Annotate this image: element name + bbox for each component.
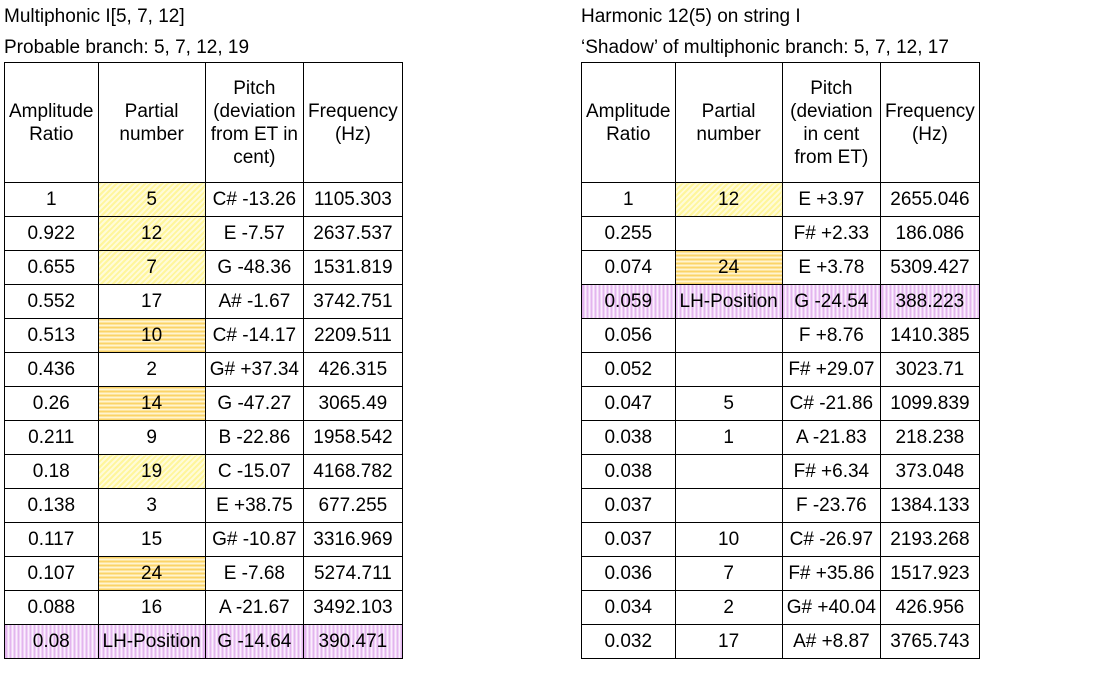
pitch-cell: A -21.83	[782, 421, 880, 455]
table-row	[5, 217, 403, 251]
frequency-cell: 373.048	[881, 455, 980, 489]
frequency-cell: 3742.751	[304, 285, 403, 319]
amplitude-cell: 0.26	[5, 387, 99, 421]
table-row	[5, 489, 403, 523]
frequency-cell: 3492.103	[304, 591, 403, 625]
frequency-cell: 1105.303	[304, 183, 403, 217]
pitch-cell: F +8.76	[782, 319, 880, 353]
amplitude-cell: 0.047	[582, 387, 676, 421]
frequency-cell: 2655.046	[881, 183, 980, 217]
table-row	[582, 557, 980, 591]
frequency-cell: 1099.839	[881, 387, 980, 421]
table-row	[5, 353, 403, 387]
table-row	[582, 387, 980, 421]
header-pitch: Pitch (deviation in cent from ET)	[782, 63, 880, 183]
amplitude-cell: 0.436	[5, 353, 99, 387]
frequency-cell: 186.086	[881, 217, 980, 251]
pitch-cell: C -15.07	[205, 455, 303, 489]
table-row	[582, 251, 980, 285]
table-row	[5, 557, 403, 591]
table-row	[582, 319, 980, 353]
table-row	[5, 523, 403, 557]
amplitude-cell: 0.034	[582, 591, 676, 625]
amplitude-cell: 0.138	[5, 489, 99, 523]
table-row	[582, 217, 980, 251]
partial-number-cell	[675, 319, 782, 353]
amplitude-cell: 0.038	[582, 455, 676, 489]
table-row	[582, 591, 980, 625]
pitch-cell: E -7.57	[205, 217, 303, 251]
amplitude-cell: 0.052	[582, 353, 676, 387]
partial-number-cell: 16	[98, 591, 205, 625]
frequency-cell: 390.471	[304, 625, 403, 659]
table-row	[5, 319, 403, 353]
amplitude-cell: 1	[582, 183, 676, 217]
partial-number-cell: 17	[675, 625, 782, 659]
pitch-cell: E +3.97	[782, 183, 880, 217]
pitch-cell: F -23.76	[782, 489, 880, 523]
header-partial-number: Partial number	[98, 63, 205, 183]
table-row	[582, 489, 980, 523]
frequency-cell: 1531.819	[304, 251, 403, 285]
harmonic-title: Harmonic 12(5) on string I	[581, 6, 801, 27]
multiphonic-table-body	[5, 183, 403, 659]
harmonic-panel	[581, 0, 975, 652]
amplitude-cell: 0.922	[5, 217, 99, 251]
pitch-cell: G# +40.04	[782, 591, 880, 625]
table-row	[582, 183, 980, 217]
amplitude-cell: 0.117	[5, 523, 99, 557]
amplitude-cell: 0.037	[582, 489, 676, 523]
amplitude-cell: 0.18	[5, 455, 99, 489]
table-row	[582, 285, 980, 319]
partial-number-cell	[675, 455, 782, 489]
table-row	[5, 455, 403, 489]
frequency-cell: 1958.542	[304, 421, 403, 455]
pitch-cell: A# +8.87	[782, 625, 880, 659]
table-header-row	[582, 63, 980, 183]
table-row	[5, 183, 403, 217]
pitch-cell: F# +2.33	[782, 217, 880, 251]
partial-number-cell: 15	[98, 523, 205, 557]
partial-number-cell: 7	[675, 557, 782, 591]
partial-number-cell: 5	[98, 183, 205, 217]
frequency-cell: 1384.133	[881, 489, 980, 523]
pitch-cell: F# +6.34	[782, 455, 880, 489]
frequency-cell: 426.956	[881, 591, 980, 625]
header-partial-number: Partial number	[675, 63, 782, 183]
pitch-cell: G# -10.87	[205, 523, 303, 557]
header-amplitude-ratio: Amplitude Ratio	[582, 63, 676, 183]
pitch-cell: G -24.54	[782, 285, 880, 319]
frequency-cell: 5309.427	[881, 251, 980, 285]
partial-number-cell: 10	[98, 319, 205, 353]
pitch-cell: C# -14.17	[205, 319, 303, 353]
partial-number-cell: LH-Position	[675, 285, 782, 319]
pitch-cell: C# -26.97	[782, 523, 880, 557]
partial-number-cell: 12	[98, 217, 205, 251]
frequency-cell: 1517.923	[881, 557, 980, 591]
frequency-cell: 426.315	[304, 353, 403, 387]
pitch-cell: E +38.75	[205, 489, 303, 523]
partial-number-cell: LH-Position	[98, 625, 205, 659]
partial-number-cell	[675, 353, 782, 387]
header-pitch: Pitch (deviation from ET in cent)	[205, 63, 303, 183]
pitch-cell: E +3.78	[782, 251, 880, 285]
partial-number-cell: 7	[98, 251, 205, 285]
pitch-cell: F# +35.86	[782, 557, 880, 591]
partial-number-cell: 10	[675, 523, 782, 557]
frequency-cell: 4168.782	[304, 455, 403, 489]
table-row	[5, 251, 403, 285]
frequency-cell: 2193.268	[881, 523, 980, 557]
table-row	[582, 455, 980, 489]
amplitude-cell: 0.038	[582, 421, 676, 455]
partial-number-cell	[675, 217, 782, 251]
amplitude-cell: 0.036	[582, 557, 676, 591]
amplitude-cell: 0.074	[582, 251, 676, 285]
table-row	[582, 421, 980, 455]
table-row	[5, 421, 403, 455]
partial-number-cell: 24	[675, 251, 782, 285]
pitch-cell: G -48.36	[205, 251, 303, 285]
pitch-cell: A -21.67	[205, 591, 303, 625]
partial-number-cell: 2	[675, 591, 782, 625]
pitch-cell: B -22.86	[205, 421, 303, 455]
harmonic-table	[581, 62, 980, 659]
partial-number-cell: 24	[98, 557, 205, 591]
frequency-cell: 3023.71	[881, 353, 980, 387]
amplitude-cell: 0.056	[582, 319, 676, 353]
frequency-cell: 2209.511	[304, 319, 403, 353]
table-row	[582, 523, 980, 557]
amplitude-cell: 1	[5, 183, 99, 217]
partial-number-cell: 14	[98, 387, 205, 421]
multiphonic-title: Multiphonic I[5, 7, 12]	[4, 6, 185, 27]
frequency-cell: 677.255	[304, 489, 403, 523]
amplitude-cell: 0.211	[5, 421, 99, 455]
table-row	[582, 353, 980, 387]
header-amplitude-ratio: Amplitude Ratio	[5, 63, 99, 183]
pitch-cell: F# +29.07	[782, 353, 880, 387]
pitch-cell: A# -1.67	[205, 285, 303, 319]
amplitude-cell: 0.255	[582, 217, 676, 251]
amplitude-cell: 0.08	[5, 625, 99, 659]
harmonic-subtitle: ‘Shadow’ of multiphonic branch: 5, 7, 12, 17	[581, 37, 949, 58]
pitch-cell: C# -21.86	[782, 387, 880, 421]
amplitude-cell: 0.032	[582, 625, 676, 659]
partial-number-cell: 2	[98, 353, 205, 387]
amplitude-cell: 0.552	[5, 285, 99, 319]
frequency-cell: 218.238	[881, 421, 980, 455]
header-frequency: Frequency (Hz)	[881, 63, 980, 183]
frequency-cell: 3065.49	[304, 387, 403, 421]
frequency-cell: 1410.385	[881, 319, 980, 353]
amplitude-cell: 0.513	[5, 319, 99, 353]
frequency-cell: 5274.711	[304, 557, 403, 591]
amplitude-cell: 0.059	[582, 285, 676, 319]
table-row	[5, 387, 403, 421]
table-header-row	[5, 63, 403, 183]
amplitude-cell: 0.655	[5, 251, 99, 285]
table-row	[5, 285, 403, 319]
frequency-cell: 2637.537	[304, 217, 403, 251]
multiphonic-table	[4, 62, 403, 659]
header-frequency: Frequency (Hz)	[304, 63, 403, 183]
pitch-cell: G# +37.34	[205, 353, 303, 387]
amplitude-cell: 0.037	[582, 523, 676, 557]
table-row	[5, 591, 403, 625]
pitch-cell: G -47.27	[205, 387, 303, 421]
partial-number-cell: 5	[675, 387, 782, 421]
partial-number-cell: 1	[675, 421, 782, 455]
partial-number-cell: 3	[98, 489, 205, 523]
multiphonic-panel	[4, 0, 398, 652]
partial-number-cell: 12	[675, 183, 782, 217]
frequency-cell: 3316.969	[304, 523, 403, 557]
partial-number-cell: 9	[98, 421, 205, 455]
amplitude-cell: 0.088	[5, 591, 99, 625]
partial-number-cell	[675, 489, 782, 523]
harmonic-table-body	[582, 183, 980, 659]
amplitude-cell: 0.107	[5, 557, 99, 591]
pitch-cell: E -7.68	[205, 557, 303, 591]
partial-number-cell: 17	[98, 285, 205, 319]
frequency-cell: 3765.743	[881, 625, 980, 659]
table-row	[582, 625, 980, 659]
pitch-cell: C# -13.26	[205, 183, 303, 217]
frequency-cell: 388.223	[881, 285, 980, 319]
table-row	[5, 625, 403, 659]
pitch-cell: G -14.64	[205, 625, 303, 659]
multiphonic-subtitle: Probable branch: 5, 7, 12, 19	[4, 37, 250, 58]
partial-number-cell: 19	[98, 455, 205, 489]
